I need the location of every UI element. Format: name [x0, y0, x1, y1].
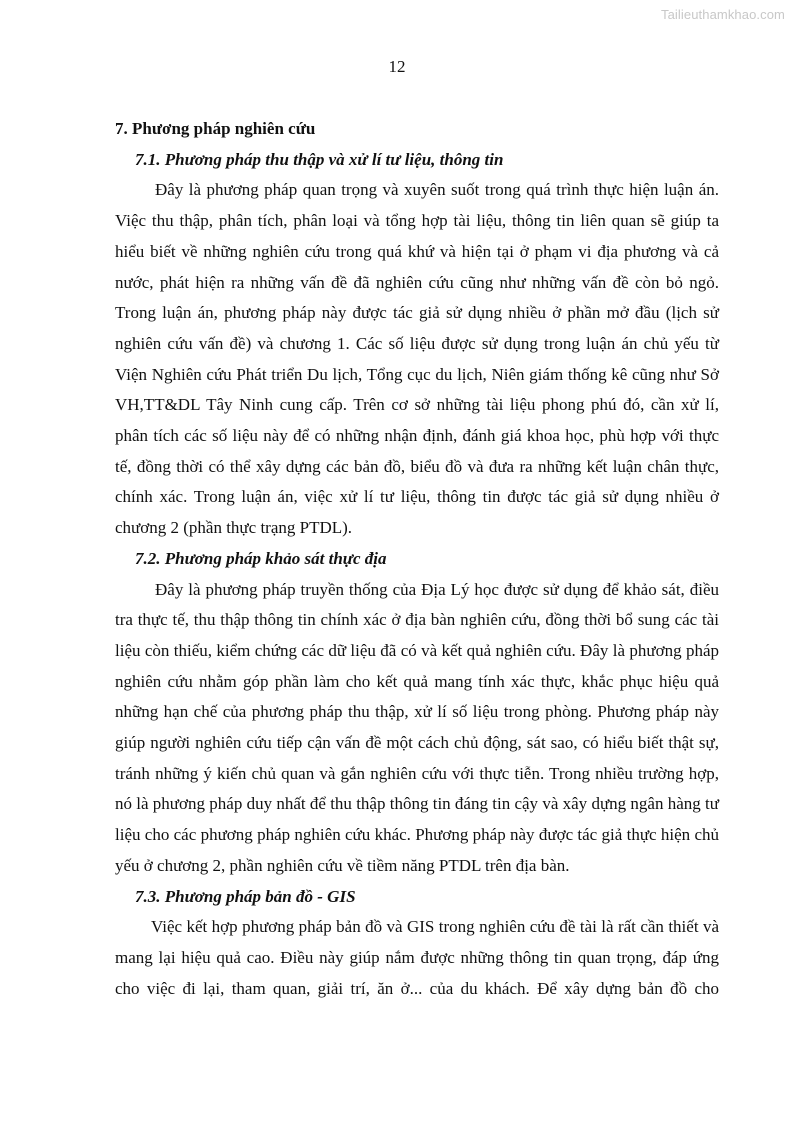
watermark: Tailieuthamkhao.com [660, 7, 785, 22]
document-body [115, 114, 719, 1004]
paragraph-7-1: Đây là phương pháp quan trọng và xuyên suốt trong quá trình thực hiện luận án. Việc thu thập, phân tích, phân loại và tổng hợp tài liệu, thông tin liên quan sẽ giúp ta hiểu biết về những nghiên cứu trong quá khứ và hiện tại ở phạm vi địa phương và cả nước, phát hiện ra những vấn đề đã nghiên cứu cũng như những vấn đề còn bỏ ngỏ. Trong luận án, phương pháp này được tác giả sử dụng nhiều ở phần mở đầu (lịch sử nghiên cứu vấn đề) và chương 1. Các số liệu được sử dụng trong luận án chủ yếu từ Viện Nghiên cứu Phát triển Du lịch, Tổng cục du lịch, Niên giám thống kê cũng như Sở VH,TT&DL Tây Ninh cung cấp. Trên cơ sở những tài liệu phong phú đó, cần xử lí, phân tích các số liệu này để có những nhận định, đánh giá khoa học, phù hợp với thực tế, đồng thời có thể xây dựng các bản đồ, biểu đồ và đưa ra những kết luận chân thực, chính xác. Trong luận án, việc xử lí tư liệu, thông tin được tác giả sử dụng nhiều ở chương 2 (phần thực trạng PTDL). [115, 180, 719, 538]
section-heading: 7. Phương pháp nghiên cứu [115, 119, 316, 138]
subsection-heading-7-1: 7.1. Phương pháp thu thập và xử lí tư liệu, thông tin [135, 149, 504, 169]
subsection-heading-7-2: 7.2. Phương pháp khảo sát thực địa [135, 548, 387, 568]
subsection-heading-7-3: 7.3. Phương pháp bản đồ - GIS [135, 886, 356, 906]
paragraph-7-2: Đây là phương pháp truyền thống của Địa Lý học được sử dụng để khảo sát, điều tra thực tế, thu thập thông tin chính xác ở địa bàn nghiên cứu, đồng thời bổ sung các tài liệu còn thiếu, kiểm chứng các dữ liệu đã có và kết quả nghiên cứu. Đây là phương pháp nghiên cứu nhằm góp phần làm cho kết quả mang tính xác thực, khắc phục hiệu quả những hạn chế của phương pháp thu thập, xử lí số liệu trong phòng. Phương pháp này giúp người nghiên cứu tiếp cận vấn đề một cách chủ động, sát sao, có hiểu biết thật sự, tránh những ý kiến chủ quan và gắn nghiên cứu với thực tiễn. Trong nhiều trường hợp, nó là phương pháp duy nhất để thu thập thông tin đáng tin cậy và xây dựng ngân hàng tư liệu cho các phương pháp nghiên cứu khác. Phương pháp này được tác giả thực hiện chủ yếu ở chương 2, phần nghiên cứu về tiềm năng PTDL trên địa bàn. [115, 579, 719, 875]
paragraph-7-3: Việc kết hợp phương pháp bản đồ và GIS trong nghiên cứu đề tài là rất cần thiết và mang lại hiệu quả cao. Điều này giúp nắm được những thông tin quan trọng, đáp ứng cho việc đi lại, tham quan, giải trí, ăn ở... của du khách. Để xây dựng bản đồ cho [115, 917, 719, 998]
page-number: 12 [388, 57, 406, 76]
